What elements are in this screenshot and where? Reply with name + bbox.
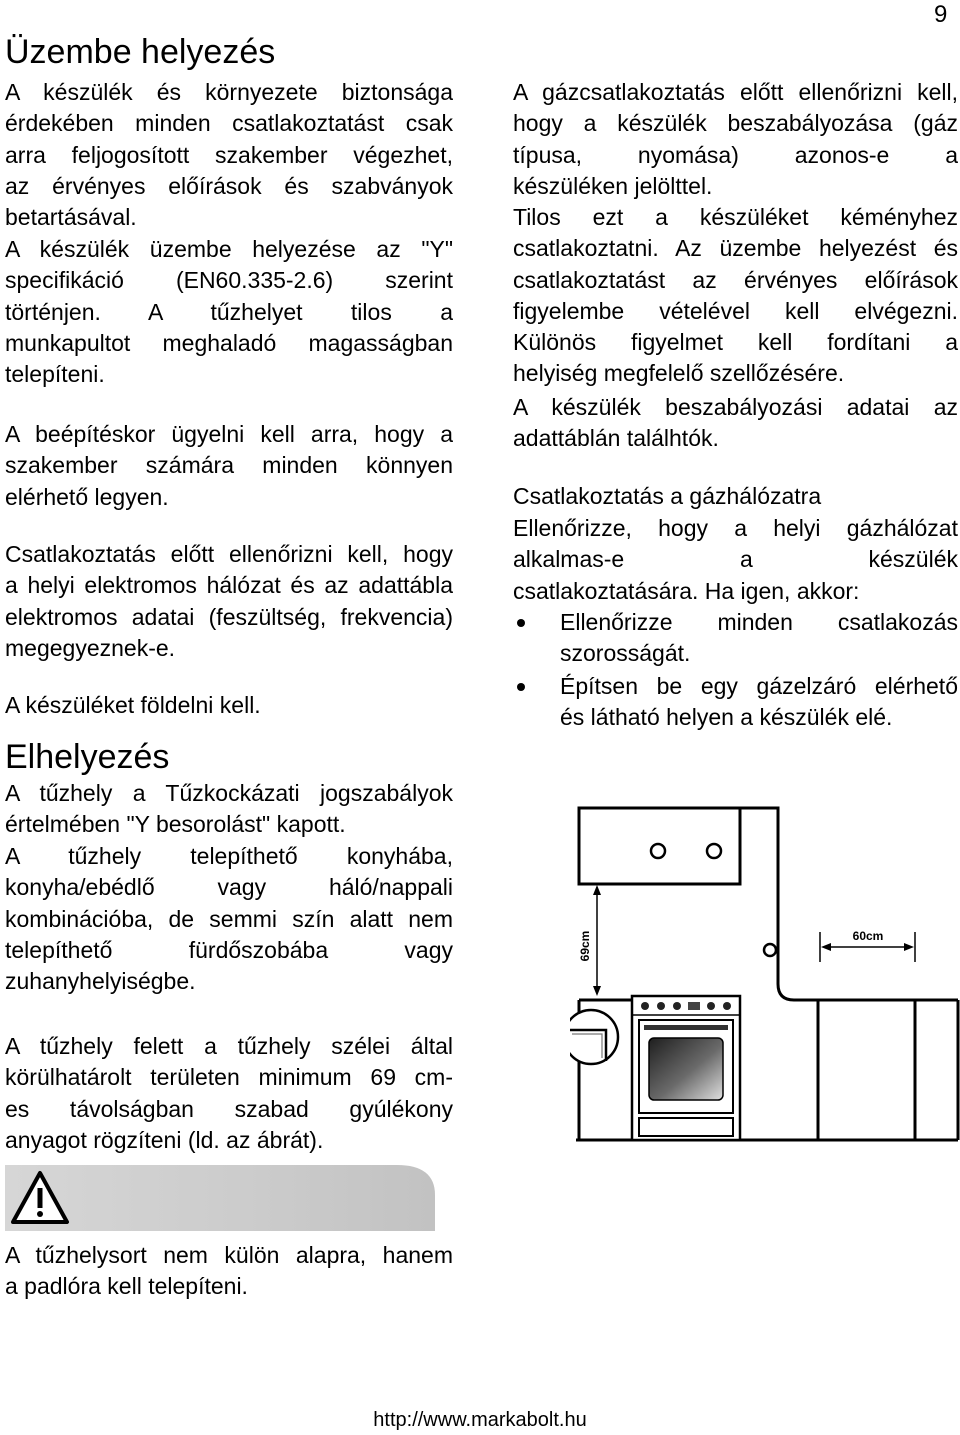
text-line: elektromos adatai (feszültség, frekvencia) — [5, 603, 453, 630]
cabinet-knob — [707, 844, 721, 858]
width-label: 60cm — [852, 929, 884, 943]
text-line: Tilos ezt a készüléket kéményhez — [513, 204, 958, 230]
text-line: Csatlakoztatás előtt ellenőrizni kell, hogy — [5, 541, 453, 567]
text-line: a padlóra kell telepíteni. — [5, 1273, 248, 1300]
text-line: történjen. A tűzhelyet tilos a — [5, 298, 453, 325]
text-line: hogy a készülék beszabályozása (gáz — [513, 110, 958, 137]
text-line: csatlakoztatására. Ha igen, akkor: — [513, 577, 860, 604]
height-dimension — [578, 885, 601, 996]
text-line: specifikáció (EN60.335-2.6) szerint — [5, 267, 453, 294]
upper-cabinet — [579, 808, 740, 884]
text-line: kombinációba, de semmi szín alatt nem — [5, 905, 453, 932]
text-line: és látható helyen a készülék elé. — [560, 704, 893, 731]
text-line: alkalmas-e a készülék — [513, 546, 958, 573]
text-line: A készülék üzembe helyezése az "Y" — [5, 236, 453, 262]
bullet-icon — [517, 683, 525, 691]
height-label: 69cm — [578, 930, 592, 962]
text-line: A tűzhely telepíthető konyhába, — [5, 843, 453, 869]
text-line: anyagot rögzíteni (ld. az ábrát). — [5, 1126, 324, 1153]
text-line: csatlakoztatást az érvényes előírások — [513, 266, 958, 293]
text-line: A készülék és környezete biztonsága — [5, 79, 453, 105]
text-line: A gázcsatlakoztatás előtt ellenőrizni kell, — [513, 79, 958, 105]
text-line: A készüléket földelni kell. — [5, 692, 261, 718]
warning-text — [5, 1240, 453, 1303]
text-line: figyelembe vételével kell elvégezni. — [513, 297, 958, 324]
text-line: betartásával. — [5, 204, 137, 231]
page-number: 9 — [934, 1, 948, 28]
text-line: A készülék beszabályozási adatai az — [513, 394, 958, 420]
bullet-item — [513, 607, 958, 670]
text-line: Különös figyelmet kell fordítani a — [513, 329, 958, 356]
bullet-item — [513, 671, 958, 734]
paragraph-electrical-check — [5, 539, 453, 664]
paragraph-allowed-rooms — [5, 841, 453, 997]
paragraph-rating-plate — [513, 392, 958, 455]
paragraph-gas-check — [513, 77, 958, 202]
paragraph-grounding — [5, 690, 453, 721]
text-line: körülhatárolt területen minimum 69 cm- — [5, 1064, 453, 1091]
text-line: es távolságban szabad gyúlékony — [5, 1095, 453, 1122]
cabinet-knob — [651, 844, 665, 858]
footer-url-link[interactable]: http://www.markabolt.hu — [373, 1409, 587, 1431]
installation-diagram — [570, 800, 960, 1145]
text-line: A tűzhely a Tűzkockázati jogszabályok — [5, 780, 453, 806]
text-line: készüléken jelölttel. — [513, 172, 713, 199]
text-line: érdekében minden csatlakoztatást csak — [5, 110, 453, 137]
bullet-text — [560, 607, 958, 670]
paragraph-gas-network — [513, 513, 958, 607]
text-line: helyiség megfelelő szellőzésére. — [513, 360, 845, 387]
paragraph-clearance — [5, 1031, 453, 1156]
warning-banner — [5, 1165, 435, 1231]
paragraph-specification — [5, 234, 453, 390]
heading-installation: Üzembe helyezés — [5, 33, 276, 71]
paragraph-accessibility — [5, 419, 453, 513]
text-line: telepíthető fürdőszobába vagy — [5, 936, 453, 963]
bullet-icon — [517, 619, 525, 627]
text-line: konyha/ebédlő vagy háló/nappali — [5, 874, 453, 901]
text-line: A tűzhely felett a tűzhely szélei által — [5, 1033, 453, 1059]
text-line: elérhető legyen. — [5, 483, 169, 510]
paragraph-chimney — [513, 202, 958, 390]
paragraph-safety — [5, 77, 453, 233]
text-line: az érvényes előírások és szabványok — [5, 172, 453, 199]
text-line: Ellenőrizze, hogy a helyi gázhálózat — [513, 515, 958, 541]
heading-gas-connection: Csatlakoztatás a gázhálózatra — [513, 483, 822, 509]
width-dimension — [820, 929, 915, 962]
text-line: A tűzhelysort nem külön alapra, hanem — [5, 1242, 453, 1268]
heading-placement: Elhelyezés — [5, 738, 170, 776]
text-line: értelmében "Y besorolást" kapott. — [5, 811, 346, 838]
text-line: telepíteni. — [5, 361, 105, 388]
text-line: szakember számára minden könnyen — [5, 452, 453, 479]
text-line: Ellenőrizze minden csatlakozás — [560, 609, 958, 635]
paragraph-fire-category — [5, 778, 453, 841]
side-panel — [740, 808, 958, 1000]
text-line: csatlakoztatni. Az üzembe helyezést és — [513, 235, 958, 262]
cooker-illustration — [632, 996, 740, 1140]
text-line: munkapultot meghaladó magasságban — [5, 329, 453, 356]
text-line: a helyi elektromos hálózat és az adattábla — [5, 572, 453, 599]
bullet-text — [560, 671, 958, 734]
text-line: szorosságát. — [560, 640, 691, 667]
text-line: A beépítéskor ügyelni kell arra, hogy a — [5, 421, 453, 447]
detail-magnifier — [570, 1010, 618, 1064]
text-line: adattáblán találhtók. — [513, 425, 719, 452]
text-line: megegyeznek-e. — [5, 634, 176, 661]
right-base-cabinet — [818, 1000, 958, 1140]
text-line: típusa, nyomása) azonos-e a — [513, 141, 958, 168]
text-line: zuhanyhelyiségbe. — [5, 968, 196, 995]
text-line: arra feljogosított szakember végezhet, — [5, 141, 453, 168]
text-line: Építsen be egy gázelzáró elérhető — [560, 673, 958, 699]
